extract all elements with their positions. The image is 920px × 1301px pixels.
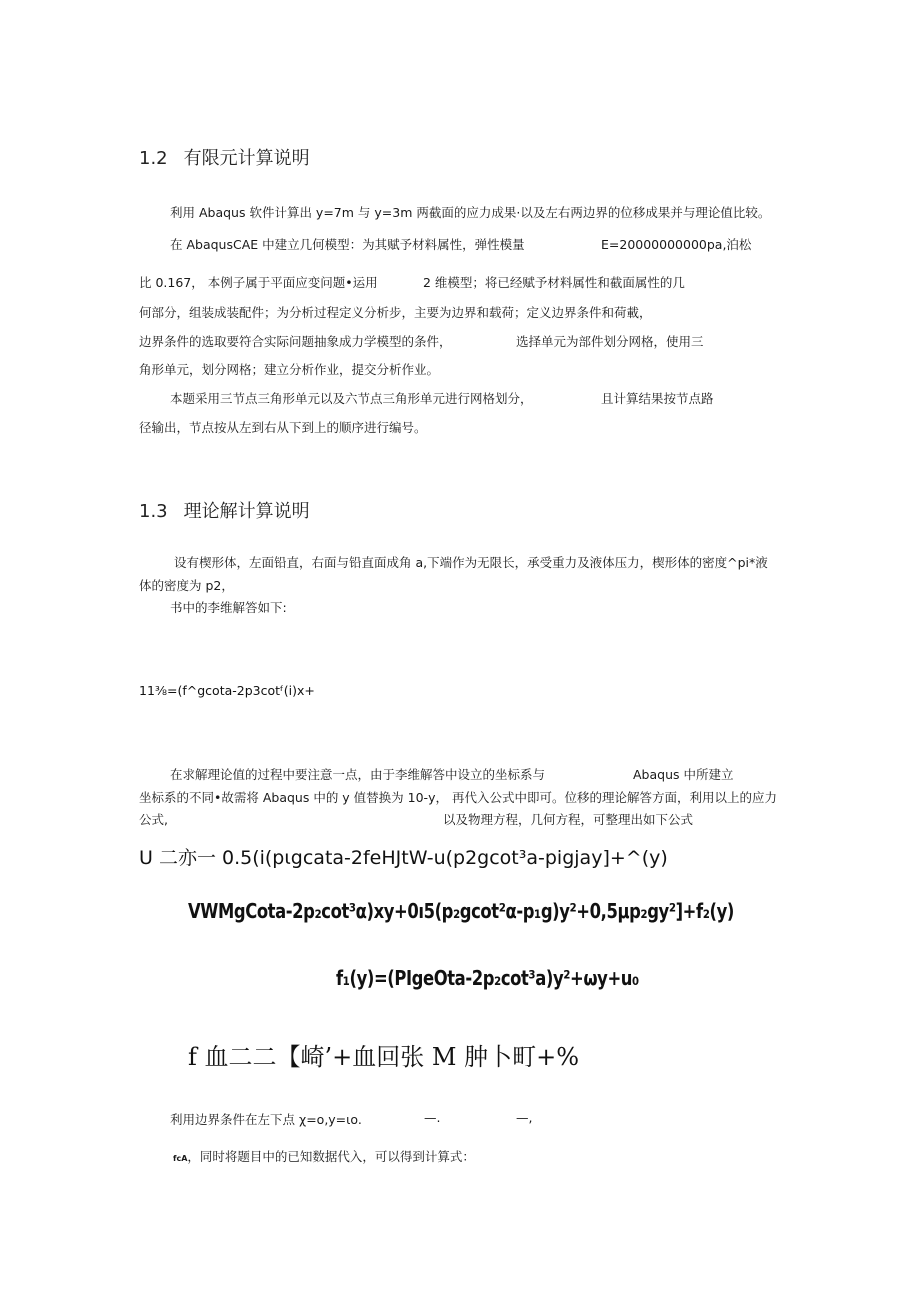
section-title: 理论解计算说明: [183, 501, 310, 522]
formula-stress-x: 11⅜=(f^gcota-2p3cotᶠ(i)x+: [139, 683, 315, 698]
paragraph-line: [173, 1147, 475, 1165]
paragraph-line: 本题采用三节点三角形单元以及六节点三角形单元进行网格划分，: [170, 391, 533, 406]
section-1-2-heading: [139, 144, 310, 170]
paragraph-line: 在 AbaqusCAE 中建立几何模型：为其赋予材料属性，弹性模量: [170, 237, 525, 252]
formula-f1: f₁(y)=(PIgeOta-2p₂cot³a)y²+ωy+u₀: [336, 966, 639, 990]
inline-text: ，同时将题目中的已知数据代入，可以得到计算式：: [187, 1149, 475, 1164]
paragraph-line: 体的密度为 p2，: [139, 578, 234, 593]
paragraph-line: —.: [424, 1110, 441, 1125]
formula-displacement-v: VWMgCota-2p₂cot³α)xy+0ı5(p₂gcot²α-p₁g)y²+0,5μp₂gy²]+f₂(y): [188, 899, 734, 923]
paragraph-line: 何部分，组装成装配件；为分析过程定义分析步，主要为边界和载荷；定义边界条件和荷載，: [139, 305, 652, 320]
paragraph-line: Abaqus 中所建立: [633, 767, 734, 782]
paragraph-line: 比 0.167， 本例子属于平面应变问题•运用: [139, 275, 378, 290]
paragraph-line: E=20000000000pa,泊松: [601, 237, 752, 252]
paragraph-line: 且计算结果按节点路: [601, 391, 714, 406]
section-number: 1.2: [139, 148, 168, 169]
paragraph-line: 在求解理论值的过程中要注意一点，由于李维解答中设立的坐标系与: [170, 767, 546, 782]
paragraph-line: —,: [516, 1110, 533, 1125]
section-1-3-heading: [139, 497, 310, 523]
paragraph-line: 坐标系的不同•故需将 Abaqus 中的 y 值替换为 10-y， 再代入公式中即可。位移的理论解答方面，利用以上的应力: [139, 790, 777, 805]
formula-f2: f 血二二【崎’+血回张 M 肿卜町+%: [188, 1043, 579, 1071]
paragraph-line: 书中的李维解答如下:: [170, 600, 287, 615]
formula-displacement-u: U 二亦一 0.5(i(pιgcata-2feHJtW-u(p2gcot³a-pigjay]+^(y): [139, 847, 668, 869]
section-title: 有限元计算说明: [183, 148, 310, 169]
paragraph-line: 以及物理方程，几何方程，可整理出如下公式: [443, 812, 694, 827]
paragraph-line: 选择单元为部件划分网格，使用三: [516, 334, 704, 349]
paragraph-line: 利用边界条件在左下点 χ=o,y=ιo.: [170, 1112, 362, 1127]
paragraph-line: 公式,: [139, 812, 168, 827]
paragraph-line: 2 维模型；将已经赋予材料属性和截面属性的几: [423, 275, 685, 290]
paragraph-line: 利用 Abaqus 软件计算出 y=7m 与 y=3m 两截面的应力成果·以及左右两边界的位移成果并与理论值比较。: [170, 205, 771, 220]
section-number: 1.3: [139, 501, 168, 522]
inline-label: fcA: [173, 1154, 188, 1163]
paragraph-line: 角形单元，划分网格；建立分析作业，提交分析作业。: [139, 362, 440, 377]
paragraph-line: 设有楔形体，左面铅直，右面与铅直面成角 a,下端作为无限长，承受重力及液体压力，楔形体的密度^pi*液: [174, 555, 768, 570]
paragraph-line: 径输出，节点按从左到右从下到上的顺序进行编号。: [139, 420, 427, 435]
paragraph-line: 边界条件的选取要符合实际问题抽象成力学模型的条件，: [139, 334, 452, 349]
